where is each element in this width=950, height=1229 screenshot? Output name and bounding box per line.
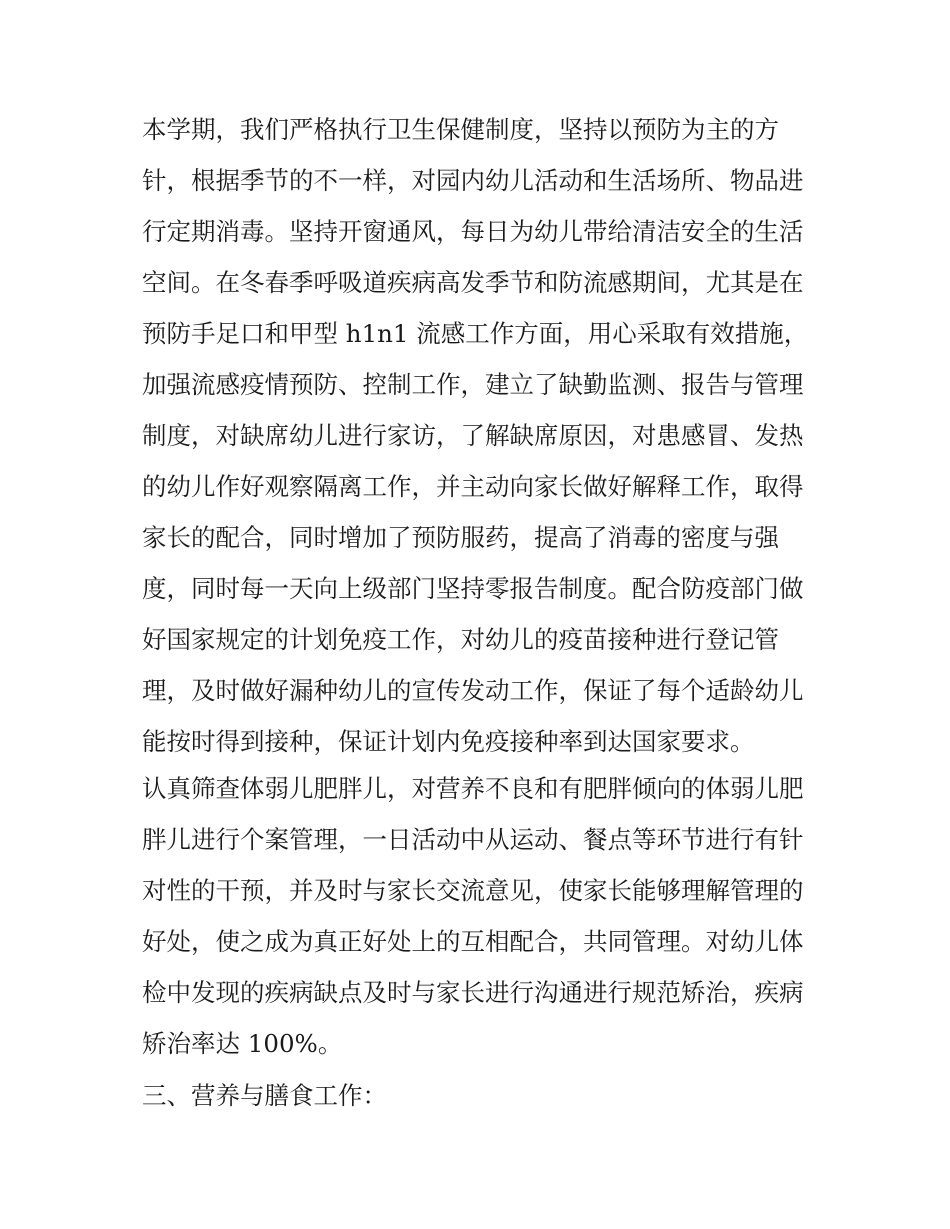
text-line: 能按时得到接种，保证计划内免疫接种率到达国家要求。 <box>142 727 755 756</box>
text-line: 预防手足口和甲型 h1n1 流感工作方面，用心采取有效措施， <box>142 319 809 348</box>
section-heading: 三、营养与膳食工作： <box>142 1081 387 1110</box>
text-line: 行定期消毒。坚持开窗通风，每日为幼儿带给清洁安全的生活 <box>142 217 804 246</box>
text-line: 家长的配合，同时增加了预防服药，提高了消毒的密度与强 <box>142 523 779 552</box>
text-line: 加强流感疫情预防、控制工作，建立了缺勤监测、报告与管理 <box>142 370 804 399</box>
text-line: 的幼儿作好观察隔离工作，并主动向家长做好解释工作，取得 <box>142 472 804 501</box>
text-line: 矫治率达 100%。 <box>142 1029 343 1058</box>
text-line: 理，及时做好漏种幼儿的宣传发动工作，保证了每个适龄幼儿 <box>142 676 804 705</box>
text-line: 好处，使之成为真正好处上的互相配合，共同管理。对幼儿体 <box>142 927 804 956</box>
text-line: 认真筛查体弱儿肥胖儿，对营养不良和有肥胖倾向的体弱儿肥 <box>142 774 804 803</box>
text-line: 制度，对缺席幼儿进行家访，了解缺席原因，对患感冒、发热 <box>142 421 804 450</box>
text-line: 胖儿进行个案管理，一日活动中从运动、餐点等环节进行有针 <box>142 825 804 854</box>
text-line: 本学期，我们严格执行卫生保健制度，坚持以预防为主的方 <box>142 115 779 144</box>
text-line: 好国家规定的计划免疫工作，对幼儿的疫苗接种进行登记管 <box>142 625 779 654</box>
text-line: 度，同时每一天向上级部门坚持零报告制度。配合防疫部门做 <box>142 574 804 603</box>
text-line: 检中发现的疾病缺点及时与家长进行沟通进行规范矫治，疾病 <box>142 978 804 1007</box>
text-line: 对性的干预，并及时与家长交流意见，使家长能够理解管理的 <box>142 876 804 905</box>
text-line: 针，根据季节的不一样，对园内幼儿活动和生活场所、物品进 <box>142 166 804 195</box>
text-line: 空间。在冬春季呼吸道疾病高发季节和防流感期间，尤其是在 <box>142 268 804 297</box>
